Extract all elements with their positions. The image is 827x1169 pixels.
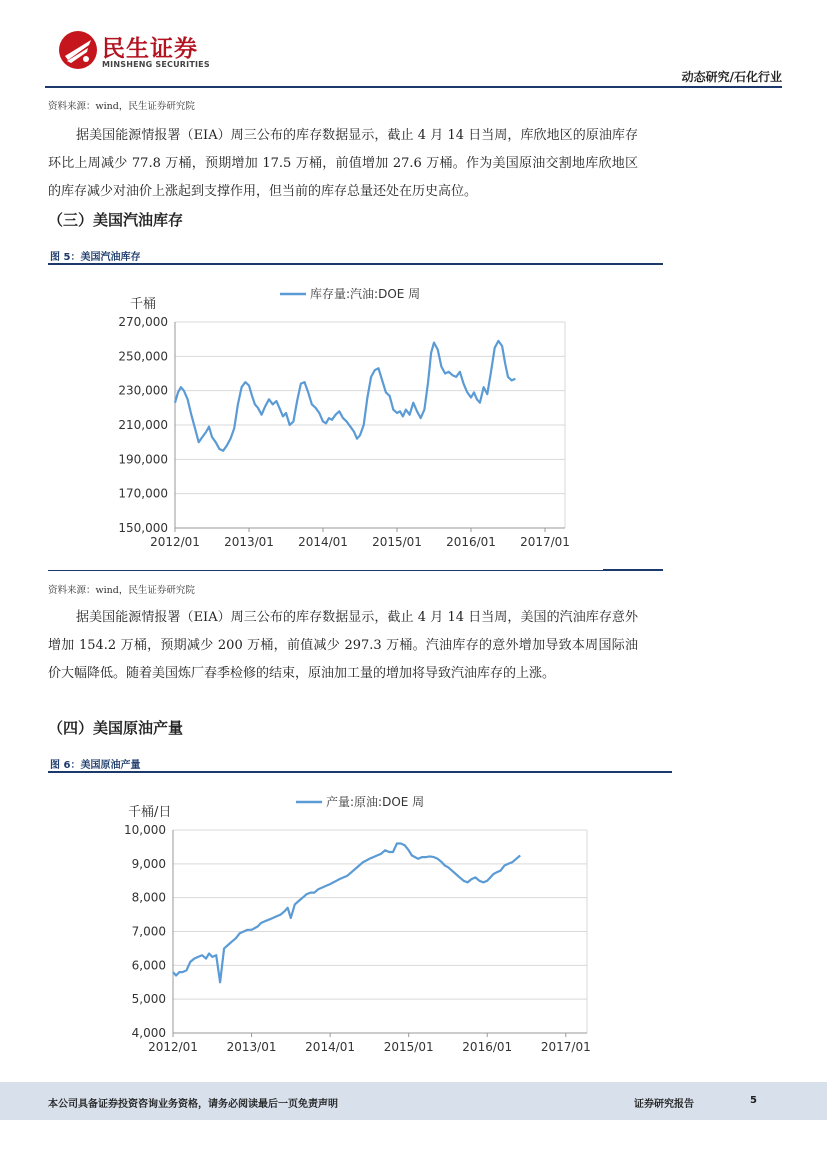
y-axis-label: 千桶/日 bbox=[128, 805, 172, 820]
y-tick-label: 5,000 bbox=[131, 992, 166, 1007]
y-axis-label: 千桶 bbox=[130, 297, 157, 312]
figure-5-top-rule bbox=[48, 263, 663, 265]
paragraph-cushing-inventory: 据美国能源情报署（EIA）周三公布的库存数据显示，截止 4 月 14 日当周，库欣地区的原油库存环比上周减少 77.8 万桶，预期增加 17.5 万桶，前值增加 27.6 万桶。作为美国原油交割地库欣地区的库存减少对油价上涨起到支撑作用，但当前的库存总量还处在历史高位。 bbox=[48, 128, 638, 199]
figure-6-title: 图 6：美国原油产量 bbox=[50, 760, 141, 771]
footer-disclaimer: 本公司具备证券投资咨询业务资格，请务必阅读最后一页免责声明 bbox=[48, 1099, 338, 1110]
y-tick-label: 6,000 bbox=[131, 958, 166, 973]
y-tick-label: 150,000 bbox=[118, 521, 168, 535]
chart-grid bbox=[173, 830, 587, 1033]
source-note: 资料来源：wind，民生证券研究院 bbox=[48, 585, 195, 596]
figure-5-bottom-accent bbox=[603, 569, 663, 571]
x-tick-label: 2016/01 bbox=[462, 1040, 513, 1054]
y-tick-label: 4,000 bbox=[131, 1026, 166, 1040]
x-tick-label: 2016/01 bbox=[446, 535, 496, 549]
y-tick-label: 210,000 bbox=[118, 418, 168, 432]
x-tick-label: 2014/01 bbox=[305, 1040, 356, 1054]
x-tick-label: 2015/01 bbox=[383, 1040, 434, 1054]
x-tick-label: 2015/01 bbox=[372, 535, 422, 549]
section-title-crude-production: （四）美国原油产量 bbox=[48, 719, 184, 737]
x-tick-label: 2014/01 bbox=[298, 535, 348, 549]
report-category: 动态研究/石化行业 bbox=[681, 70, 782, 84]
y-tick-label: 8,000 bbox=[131, 890, 166, 905]
y-tick-label: 9,000 bbox=[131, 856, 166, 871]
company-logo-icon bbox=[58, 30, 98, 70]
y-tick-labels bbox=[124, 823, 166, 1040]
x-tick-labels bbox=[148, 1040, 591, 1054]
crude-production-chart bbox=[48, 776, 672, 1066]
figure-5-title: 图 5：美国汽油库存 bbox=[50, 252, 141, 263]
x-tick-label: 2013/01 bbox=[226, 1040, 277, 1054]
y-tick-label: 250,000 bbox=[118, 349, 168, 364]
y-tick-label: 230,000 bbox=[118, 383, 168, 398]
series-line-gasoline-inventory bbox=[175, 341, 515, 451]
figure-6-top-rule bbox=[48, 771, 672, 773]
x-tick-label: 2017/01 bbox=[540, 1040, 591, 1054]
gasoline-inventory-chart bbox=[48, 268, 663, 568]
legend-label: 库存量:汽油:DOE 周 bbox=[310, 287, 421, 301]
chart-grid bbox=[175, 322, 565, 528]
section-title-gasoline-inventory: （三）美国汽油库存 bbox=[48, 211, 184, 229]
legend-label: 产量:原油:DOE 周 bbox=[326, 795, 425, 809]
paragraph-gasoline-inventory: 据美国能源情报署（EIA）周三公布的库存数据显示，截止 4 月 14 日当周，美国的汽油库存意外增加 154.2 万桶，预期减少 200 万桶，前值减少 297.3 万桶。汽油库存的意外增加导致本周国际油价大幅降低。随着美国炼厂春季检修的结束，原油加工量的增加将导致汽油库存的上涨。 bbox=[48, 610, 638, 681]
x-tick-label: 2012/01 bbox=[148, 1040, 198, 1054]
company-name-cn: 民生证券 bbox=[102, 36, 198, 62]
figure-5-bottom-rule bbox=[48, 570, 603, 571]
y-tick-label: 190,000 bbox=[118, 452, 168, 467]
y-tick-labels bbox=[118, 315, 168, 535]
y-tick-label: 170,000 bbox=[118, 486, 168, 501]
source-note: 资料来源：wind，民生证券研究院 bbox=[48, 101, 195, 112]
x-tick-label: 2012/01 bbox=[150, 535, 200, 549]
company-name-en: MINSHENG SECURITIES bbox=[102, 60, 210, 69]
y-tick-label: 7,000 bbox=[131, 924, 166, 939]
header-divider bbox=[45, 86, 782, 88]
page-number: 5 bbox=[750, 1095, 757, 1106]
x-tick-label: 2013/01 bbox=[224, 535, 274, 549]
y-tick-label: 10,000 bbox=[124, 823, 166, 837]
x-tick-label: 2017/01 bbox=[520, 535, 570, 549]
x-tick-marks bbox=[173, 1033, 566, 1037]
y-tick-label: 270,000 bbox=[118, 315, 168, 329]
x-tick-marks bbox=[175, 528, 545, 532]
footer-report-type: 证券研究报告 bbox=[634, 1099, 694, 1110]
x-tick-labels bbox=[150, 535, 570, 549]
